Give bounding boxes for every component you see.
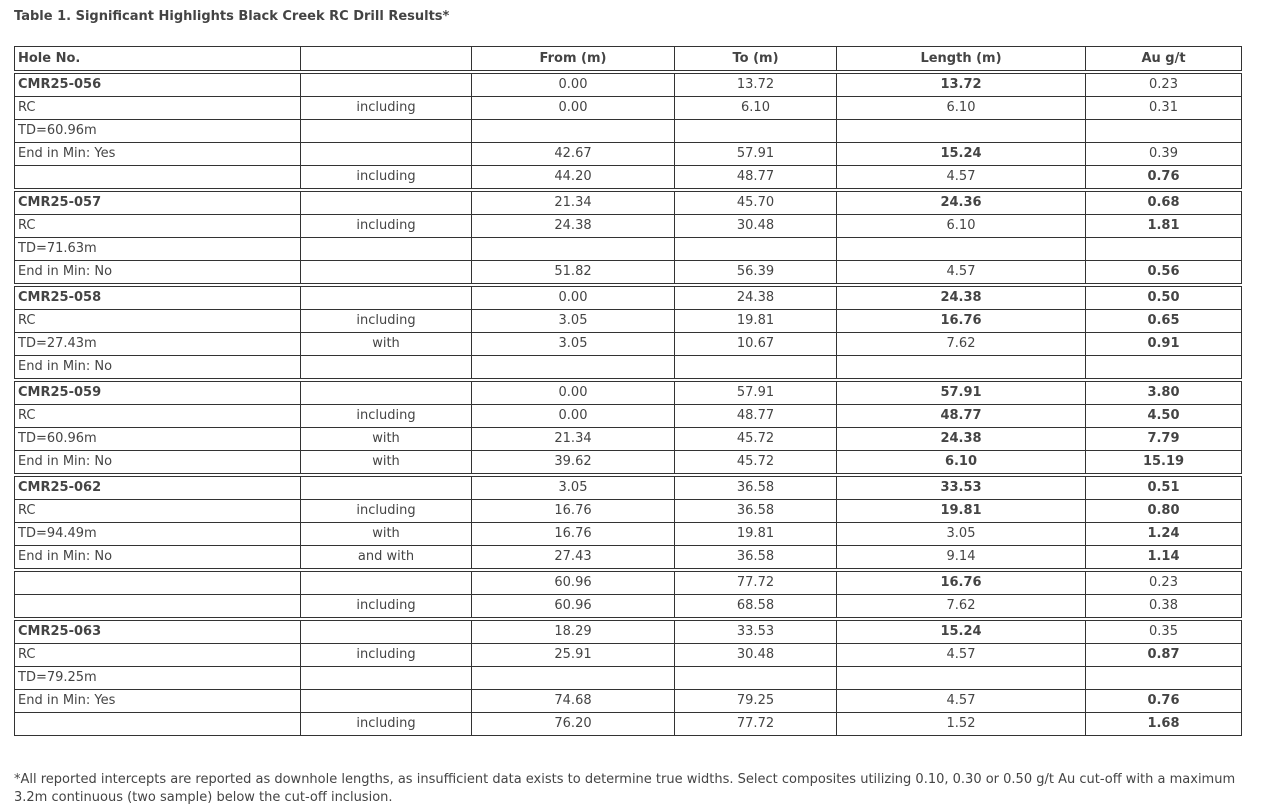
hole-info-cell: RC: [15, 500, 301, 523]
hole-info-cell: End in Min: No: [15, 546, 301, 571]
from-cell: 51.82: [472, 261, 675, 286]
to-cell: 68.58: [675, 595, 837, 620]
qualifier-cell: [301, 285, 472, 310]
to-cell: 45.72: [675, 451, 837, 476]
to-cell: 36.58: [675, 500, 837, 523]
qualifier-cell: [301, 667, 472, 690]
length-cell: 7.62: [837, 333, 1086, 356]
to-cell: 45.70: [675, 190, 837, 215]
table-row: [15, 475, 1242, 500]
hole-info-cell: CMR25-056: [15, 72, 301, 97]
header-hole-no: Hole No.: [15, 47, 301, 73]
hole-info-cell: [15, 166, 301, 191]
hole-info-cell: End in Min: Yes: [15, 690, 301, 713]
au-grade-cell: 1.81: [1086, 215, 1242, 238]
hole-info-cell: TD=71.63m: [15, 238, 301, 261]
length-cell: 1.52: [837, 713, 1086, 736]
hole-info-cell: CMR25-059: [15, 380, 301, 405]
from-cell: 16.76: [472, 523, 675, 546]
to-cell: 30.48: [675, 215, 837, 238]
table-row: [15, 546, 1242, 571]
au-grade-cell: 0.68: [1086, 190, 1242, 215]
to-cell: 48.77: [675, 405, 837, 428]
to-cell: 36.58: [675, 475, 837, 500]
au-grade-cell: 7.79: [1086, 428, 1242, 451]
hole-info-cell: TD=94.49m: [15, 523, 301, 546]
to-cell: [675, 667, 837, 690]
hole-info-cell: [15, 595, 301, 620]
qualifier-cell: with: [301, 523, 472, 546]
au-grade-cell: 0.31: [1086, 97, 1242, 120]
qualifier-cell: [301, 690, 472, 713]
table-row: [15, 285, 1242, 310]
from-cell: [472, 667, 675, 690]
table-row: [15, 190, 1242, 215]
from-cell: 27.43: [472, 546, 675, 571]
to-cell: 56.39: [675, 261, 837, 286]
table-row: [15, 310, 1242, 333]
au-grade-cell: 1.68: [1086, 713, 1242, 736]
table-row: [15, 143, 1242, 166]
to-cell: 36.58: [675, 546, 837, 571]
header-qualifier: [301, 47, 472, 73]
length-cell: 24.36: [837, 190, 1086, 215]
from-cell: 21.34: [472, 428, 675, 451]
length-cell: 24.38: [837, 285, 1086, 310]
from-cell: 0.00: [472, 97, 675, 120]
length-cell: 16.76: [837, 570, 1086, 595]
hole-info-cell: End in Min: No: [15, 451, 301, 476]
qualifier-cell: with: [301, 451, 472, 476]
length-cell: 15.24: [837, 619, 1086, 644]
from-cell: 0.00: [472, 380, 675, 405]
length-cell: 6.10: [837, 451, 1086, 476]
table-body: [15, 72, 1242, 736]
from-cell: 3.05: [472, 475, 675, 500]
to-cell: [675, 238, 837, 261]
table-row: [15, 72, 1242, 97]
length-cell: 4.57: [837, 261, 1086, 286]
qualifier-cell: with: [301, 428, 472, 451]
table-row: [15, 595, 1242, 620]
from-cell: [472, 356, 675, 381]
hole-info-cell: RC: [15, 644, 301, 667]
au-grade-cell: 0.51: [1086, 475, 1242, 500]
from-cell: 0.00: [472, 72, 675, 97]
to-cell: 19.81: [675, 523, 837, 546]
from-cell: [472, 238, 675, 261]
from-cell: 76.20: [472, 713, 675, 736]
from-cell: 3.05: [472, 310, 675, 333]
table-row: [15, 97, 1242, 120]
au-grade-cell: 0.76: [1086, 166, 1242, 191]
length-cell: [837, 667, 1086, 690]
hole-info-cell: CMR25-062: [15, 475, 301, 500]
table-row: [15, 644, 1242, 667]
table-row: [15, 667, 1242, 690]
to-cell: 19.81: [675, 310, 837, 333]
hole-info-cell: CMR25-058: [15, 285, 301, 310]
table-footnote: *All reported intercepts are reported as downhole lengths, as insufficient data exists to determine true widths. Select composites utilizing 0.10, 0.30 or 0.50 g/t Au cut-off with a maximum 3.2m continuous (two sample) below the cut-off inclusion.: [14, 772, 1236, 805]
qualifier-cell: including: [301, 97, 472, 120]
qualifier-cell: [301, 380, 472, 405]
to-cell: 57.91: [675, 380, 837, 405]
au-grade-cell: 1.14: [1086, 546, 1242, 571]
from-cell: 44.20: [472, 166, 675, 191]
au-grade-cell: 0.91: [1086, 333, 1242, 356]
table-row: [15, 166, 1242, 191]
au-grade-cell: 3.80: [1086, 380, 1242, 405]
length-cell: 4.57: [837, 166, 1086, 191]
au-grade-cell: 0.50: [1086, 285, 1242, 310]
au-grade-cell: [1086, 238, 1242, 261]
to-cell: [675, 356, 837, 381]
from-cell: 16.76: [472, 500, 675, 523]
au-grade-cell: 0.65: [1086, 310, 1242, 333]
hole-info-cell: End in Min: No: [15, 261, 301, 286]
table-header-row: [15, 47, 1242, 73]
au-grade-cell: 0.35: [1086, 619, 1242, 644]
hole-info-cell: TD=27.43m: [15, 333, 301, 356]
table-row: [15, 713, 1242, 736]
length-cell: [837, 120, 1086, 143]
hole-info-cell: End in Min: No: [15, 356, 301, 381]
length-cell: 57.91: [837, 380, 1086, 405]
qualifier-cell: [301, 120, 472, 143]
from-cell: 24.38: [472, 215, 675, 238]
from-cell: 0.00: [472, 285, 675, 310]
au-grade-cell: 0.56: [1086, 261, 1242, 286]
qualifier-cell: [301, 190, 472, 215]
au-grade-cell: [1086, 120, 1242, 143]
au-grade-cell: 4.50: [1086, 405, 1242, 428]
au-grade-cell: 15.19: [1086, 451, 1242, 476]
to-cell: [675, 120, 837, 143]
table-title: Table 1. Significant Highlights Black Creek RC Drill Results*: [14, 9, 450, 24]
qualifier-cell: [301, 356, 472, 381]
to-cell: 13.72: [675, 72, 837, 97]
qualifier-cell: including: [301, 595, 472, 620]
hole-info-cell: TD=60.96m: [15, 120, 301, 143]
from-cell: 74.68: [472, 690, 675, 713]
length-cell: 9.14: [837, 546, 1086, 571]
hole-info-cell: [15, 570, 301, 595]
length-cell: 4.57: [837, 690, 1086, 713]
hole-info-cell: TD=60.96m: [15, 428, 301, 451]
from-cell: 3.05: [472, 333, 675, 356]
to-cell: 33.53: [675, 619, 837, 644]
length-cell: 4.57: [837, 644, 1086, 667]
to-cell: 77.72: [675, 570, 837, 595]
from-cell: 0.00: [472, 405, 675, 428]
qualifier-cell: [301, 619, 472, 644]
length-cell: 7.62: [837, 595, 1086, 620]
au-grade-cell: 0.23: [1086, 570, 1242, 595]
length-cell: 15.24: [837, 143, 1086, 166]
length-cell: 6.10: [837, 97, 1086, 120]
qualifier-cell: and with: [301, 546, 472, 571]
qualifier-cell: [301, 570, 472, 595]
to-cell: 10.67: [675, 333, 837, 356]
to-cell: 57.91: [675, 143, 837, 166]
qualifier-cell: [301, 475, 472, 500]
qualifier-cell: [301, 72, 472, 97]
table-row: [15, 690, 1242, 713]
hole-info-cell: TD=79.25m: [15, 667, 301, 690]
to-cell: 79.25: [675, 690, 837, 713]
table-row: [15, 261, 1242, 286]
hole-info-cell: End in Min: Yes: [15, 143, 301, 166]
to-cell: 24.38: [675, 285, 837, 310]
table-row: [15, 333, 1242, 356]
from-cell: 60.96: [472, 595, 675, 620]
qualifier-cell: including: [301, 713, 472, 736]
qualifier-cell: including: [301, 405, 472, 428]
au-grade-cell: 0.38: [1086, 595, 1242, 620]
au-grade-cell: 0.87: [1086, 644, 1242, 667]
length-cell: 48.77: [837, 405, 1086, 428]
table-row: [15, 451, 1242, 476]
length-cell: 19.81: [837, 500, 1086, 523]
au-grade-cell: [1086, 667, 1242, 690]
length-cell: [837, 238, 1086, 261]
au-grade-cell: 0.39: [1086, 143, 1242, 166]
qualifier-cell: with: [301, 333, 472, 356]
from-cell: 18.29: [472, 619, 675, 644]
table-row: [15, 619, 1242, 644]
qualifier-cell: [301, 238, 472, 261]
drill-results-table: [14, 46, 1242, 736]
table-row: [15, 120, 1242, 143]
from-cell: 42.67: [472, 143, 675, 166]
au-grade-cell: 0.23: [1086, 72, 1242, 97]
qualifier-cell: including: [301, 215, 472, 238]
qualifier-cell: including: [301, 500, 472, 523]
table-row: [15, 356, 1242, 381]
hole-info-cell: CMR25-057: [15, 190, 301, 215]
au-grade-cell: [1086, 356, 1242, 381]
table-row: [15, 405, 1242, 428]
au-grade-cell: 0.80: [1086, 500, 1242, 523]
length-cell: 3.05: [837, 523, 1086, 546]
from-cell: 39.62: [472, 451, 675, 476]
length-cell: [837, 356, 1086, 381]
length-cell: 33.53: [837, 475, 1086, 500]
from-cell: 21.34: [472, 190, 675, 215]
header-length: Length (m): [837, 47, 1086, 73]
length-cell: 13.72: [837, 72, 1086, 97]
to-cell: 45.72: [675, 428, 837, 451]
from-cell: 60.96: [472, 570, 675, 595]
to-cell: 30.48: [675, 644, 837, 667]
from-cell: [472, 120, 675, 143]
to-cell: 6.10: [675, 97, 837, 120]
table-row: [15, 428, 1242, 451]
table-row: [15, 500, 1242, 523]
header-au-grade: Au g/t: [1086, 47, 1242, 73]
table-row: [15, 523, 1242, 546]
from-cell: 25.91: [472, 644, 675, 667]
qualifier-cell: including: [301, 166, 472, 191]
qualifier-cell: [301, 261, 472, 286]
length-cell: 24.38: [837, 428, 1086, 451]
table-row: [15, 215, 1242, 238]
au-grade-cell: 1.24: [1086, 523, 1242, 546]
hole-info-cell: RC: [15, 97, 301, 120]
length-cell: 16.76: [837, 310, 1086, 333]
header-from: From (m): [472, 47, 675, 73]
hole-info-cell: RC: [15, 215, 301, 238]
length-cell: 6.10: [837, 215, 1086, 238]
qualifier-cell: including: [301, 310, 472, 333]
table-row: [15, 570, 1242, 595]
au-grade-cell: 0.76: [1086, 690, 1242, 713]
hole-info-cell: CMR25-063: [15, 619, 301, 644]
table-row: [15, 238, 1242, 261]
to-cell: 48.77: [675, 166, 837, 191]
hole-info-cell: RC: [15, 310, 301, 333]
hole-info-cell: [15, 713, 301, 736]
qualifier-cell: [301, 143, 472, 166]
to-cell: 77.72: [675, 713, 837, 736]
header-to: To (m): [675, 47, 837, 73]
hole-info-cell: RC: [15, 405, 301, 428]
table-row: [15, 380, 1242, 405]
qualifier-cell: including: [301, 644, 472, 667]
